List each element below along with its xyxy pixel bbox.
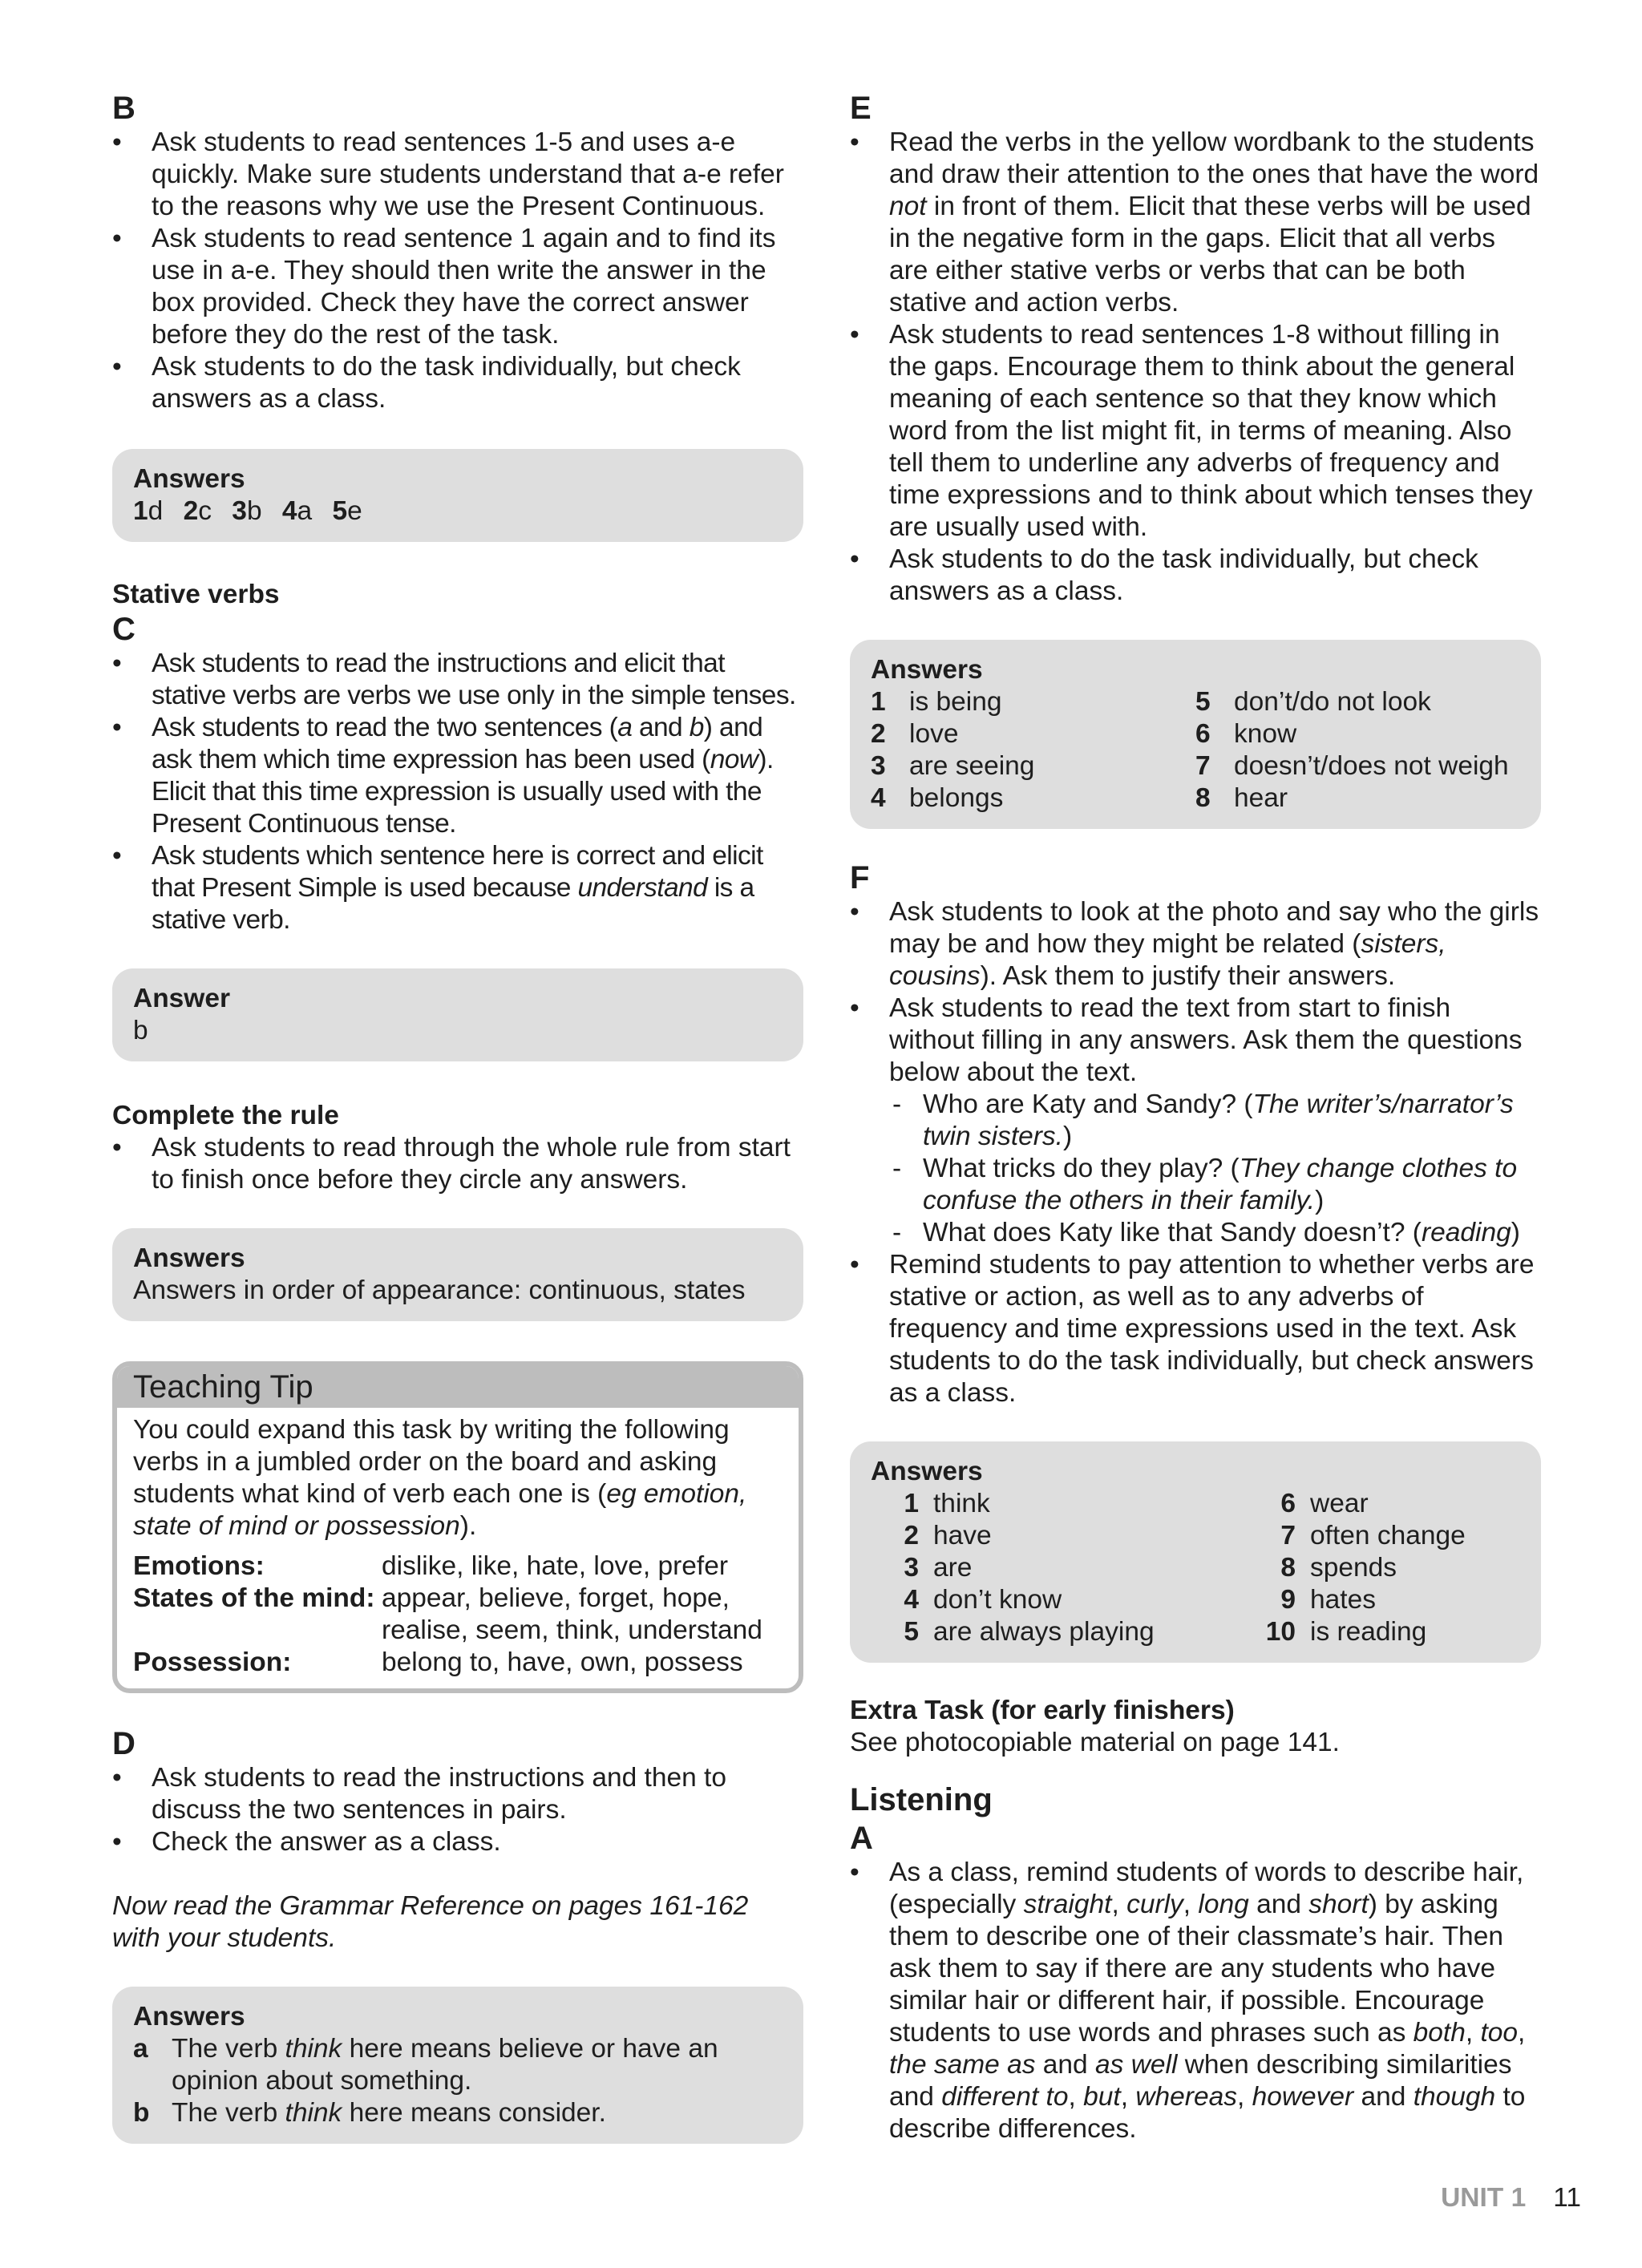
listening-section: [850, 1780, 1541, 2145]
answers-box: [112, 449, 803, 542]
section-heading: Complete the rule: [112, 1101, 339, 1130]
answer-row: b The verb think here means consider.: [133, 2098, 606, 2128]
bullet-item: • Check the answer as a class.: [112, 1826, 803, 1858]
answers-heading: Answers: [133, 2002, 245, 2031]
bullet-item: • Remind students to pay attention to whether verbs are stative or action, as well as to any adverbs of frequency and time expressions used in the text. Ask students to do the task individually, but check answers as a class.: [850, 1249, 1541, 1409]
answer-item: 8 spends: [1280, 1553, 1397, 1583]
answer-item: 3 are: [904, 1553, 973, 1583]
section-heading: Stative verbs: [112, 580, 280, 609]
question-item: - Who are Katy and Sandy? (The writer’s/narrator’s twin sisters.): [889, 1089, 1541, 1153]
extra-task: [850, 1695, 1541, 1759]
answer-item: 4 don’t know: [904, 1585, 1062, 1615]
section-f: [850, 859, 1541, 1663]
answer-item: 4a: [281, 496, 313, 526]
listening-heading: Listening: [850, 1782, 993, 1817]
answer-value: b: [133, 1016, 148, 1045]
teaching-tip-body: [117, 1408, 799, 1688]
answer-item: 6 know: [1195, 719, 1297, 749]
answer-item: 1d: [133, 496, 164, 526]
section-c: [112, 579, 803, 1061]
category-label: Possession:: [133, 1647, 292, 1677]
bullet-list: [112, 127, 803, 415]
answer-item: 1 think: [904, 1489, 990, 1518]
category-label: States of the mind:: [133, 1583, 375, 1613]
bullet-item: • Ask students to do the task individually, but check answers as a class.: [112, 351, 803, 415]
answer-item: 2 love: [871, 719, 959, 749]
table-row: [133, 1647, 783, 1679]
section-letter: A: [850, 1821, 873, 1856]
answers-box: [112, 1228, 803, 1321]
answer-heading: Answer: [133, 984, 231, 1013]
table-row: [133, 1550, 783, 1583]
page-number: 11: [1553, 2183, 1581, 2213]
answers-heading: Answers: [871, 655, 983, 685]
bullet-list: [850, 1857, 1541, 2145]
answer-item: 5e: [332, 496, 362, 526]
answer-row: a The verb think here means believe or have an opinion about something.: [133, 2034, 718, 2096]
answers-box: [850, 640, 1541, 829]
question-item: - What tricks do they play? (They change clothes to confuse the others in their family.): [889, 1153, 1541, 1217]
bullet-list: [112, 648, 803, 936]
bullet-item: • Ask students to read the instructions and elicit that stative verbs are verbs we use only in the simple tenses.: [112, 648, 803, 712]
page-footer: [1441, 2182, 1581, 2214]
bullet-item: • Ask students to read through the whole rule from start to finish once before they circle any answers.: [112, 1132, 803, 1196]
question-item: - What does Katy like that Sandy doesn’t? (reading): [889, 1217, 1541, 1249]
bullet-item: • Ask students to read the text from start to finish without filling in any answers. Ask them the questions below about the text. - Who are Katy and Sandy? (The writer’s/narrator’s twin sisters.) - What tricks do they play? (They change clothes to confuse the others in their family.) - What does Katy like that Sandy doesn’t? (reading): [850, 993, 1541, 1249]
section-letter: B: [112, 91, 135, 126]
answer-item: 5 don’t/do not look: [1195, 687, 1431, 717]
category-verbs: appear, believe, forget, hope, realise, seem, think, understand: [382, 1583, 762, 1645]
bullet-list: [112, 1132, 803, 1196]
answer-item: 3b: [232, 496, 262, 526]
category-label: Emotions:: [133, 1551, 265, 1581]
answer-item: 1 is being: [871, 687, 1002, 717]
teaching-tip-title: Teaching Tip: [117, 1366, 799, 1408]
bullet-item: • Ask students to read the instructions and then to discuss the two sentences in pairs.: [112, 1762, 803, 1826]
answer-item: 8 hear: [1195, 783, 1288, 813]
question-list: [889, 1089, 1541, 1249]
section-d: [112, 1725, 803, 2144]
verb-category-table: [133, 1550, 783, 1679]
bullet-list: [850, 896, 1541, 1409]
answers-heading: Answers: [133, 1243, 245, 1273]
answer-item: 2 have: [904, 1521, 992, 1550]
answers-heading: Answers: [871, 1457, 983, 1486]
bullet-item: • Ask students to read sentences 1-8 without filling in the gaps. Encourage them to think about the general meaning of each sentence so that they know which word from the list might fit, in terms of meaning. Also tell them to underline any adverbs of frequency and time expressions and to think about which tenses they are usually used with.: [850, 319, 1541, 544]
answer-item: 2c: [183, 496, 212, 526]
bullet-item: • Ask students to do the task individually, but check answers as a class.: [850, 544, 1541, 608]
section-b: [112, 90, 803, 542]
answers-grid: [871, 686, 1520, 815]
extra-task-heading: Extra Task (for early finishers): [850, 1696, 1235, 1725]
section-letter: C: [112, 612, 135, 647]
section-letter: D: [112, 1726, 135, 1761]
bullet-item: • Read the verbs in the yellow wordbank to the students and draw their attention to the ones that have the word not in front of them. Elicit that these verbs will be used in the negative form in the gaps. Elicit that all verbs are either stative verbs or verbs that can be both stative and action verbs.: [850, 127, 1541, 319]
teaching-tip-box: [112, 1361, 803, 1693]
category-verbs: dislike, like, hate, love, prefer: [382, 1551, 728, 1581]
answer-item: 7 doesn’t/does not weigh: [1195, 751, 1509, 781]
bullet-list: [112, 1762, 803, 1858]
answers-grid: [871, 1488, 1520, 1648]
section-letter: E: [850, 91, 872, 126]
answer-box: [112, 968, 803, 1061]
answer-item: 9 hates: [1280, 1585, 1376, 1615]
answer-item: 5 are always playing: [904, 1617, 1155, 1647]
extra-task-text: See photocopiable material on page 141.: [850, 1728, 1340, 1757]
bullet-item: • Ask students to look at the photo and say who the girls may be and how they might be related (sisters, cousins). Ask them to justify their answers.: [850, 896, 1541, 993]
answer-item: 6 wear: [1280, 1489, 1369, 1518]
category-verbs: belong to, have, own, possess: [382, 1647, 743, 1677]
bullet-list: [850, 127, 1541, 608]
answer-item: 4 belongs: [871, 783, 1004, 813]
right-column: [850, 90, 1541, 2145]
answers-inline: [133, 495, 783, 528]
section-e: [850, 90, 1541, 829]
bullet-item: • Ask students to read sentences 1-5 and uses a-e quickly. Make sure students understand that a-e refer to the reasons why we use the Present Continuous.: [112, 127, 803, 223]
answer-item: 7 often change: [1280, 1521, 1466, 1550]
answers-box: [850, 1441, 1541, 1663]
answer-item: 3 are seeing: [871, 751, 1035, 781]
answers-heading: Answers: [133, 464, 245, 494]
teaching-tip-text: You could expand this task by writing the following verbs in a jumbled order on the board and asking students what kind of verb each one is (eg emotion, state of mind or possession).: [133, 1415, 747, 1541]
left-column: [112, 90, 803, 2144]
bullet-item: • As a class, remind students of words to describe hair, (especially straight, curly, long and short) by asking them to describe one of their classmate’s hair. Then ask them to say if there are any students who have similar hair or different hair, if possible. Encourage students to use words and phrases such as both, too, the same as and as well when describing similarities and different to, but, whereas, however and though to describe differences.: [850, 1857, 1541, 2145]
table-row: [133, 1583, 783, 1647]
answer-item: 10 is reading: [1265, 1617, 1427, 1647]
unit-label: UNIT 1: [1441, 2183, 1527, 2213]
answers-box: [112, 1987, 803, 2144]
bullet-item: • Ask students which sentence here is correct and elicit that Present Simple is used because understand is a stative verb.: [112, 840, 803, 936]
answers-text: Answers in order of appearance: continuous, states: [133, 1275, 746, 1305]
bullet-item: • Ask students to read sentence 1 again and to find its use in a-e. They should then write the answer in the box provided. Check they have the correct answer before they do the rest of the task.: [112, 223, 803, 351]
complete-rule-section: [112, 1100, 803, 1321]
bullet-item: • Ask students to read the two sentences (a and b) and ask them which time expression has been used (now). Elicit that this time expression is usually used with the Present Continuous tense.: [112, 712, 803, 840]
section-letter: F: [850, 860, 870, 895]
grammar-reference-note: Now read the Grammar Reference on pages 161-162 with your students.: [112, 1891, 749, 1953]
